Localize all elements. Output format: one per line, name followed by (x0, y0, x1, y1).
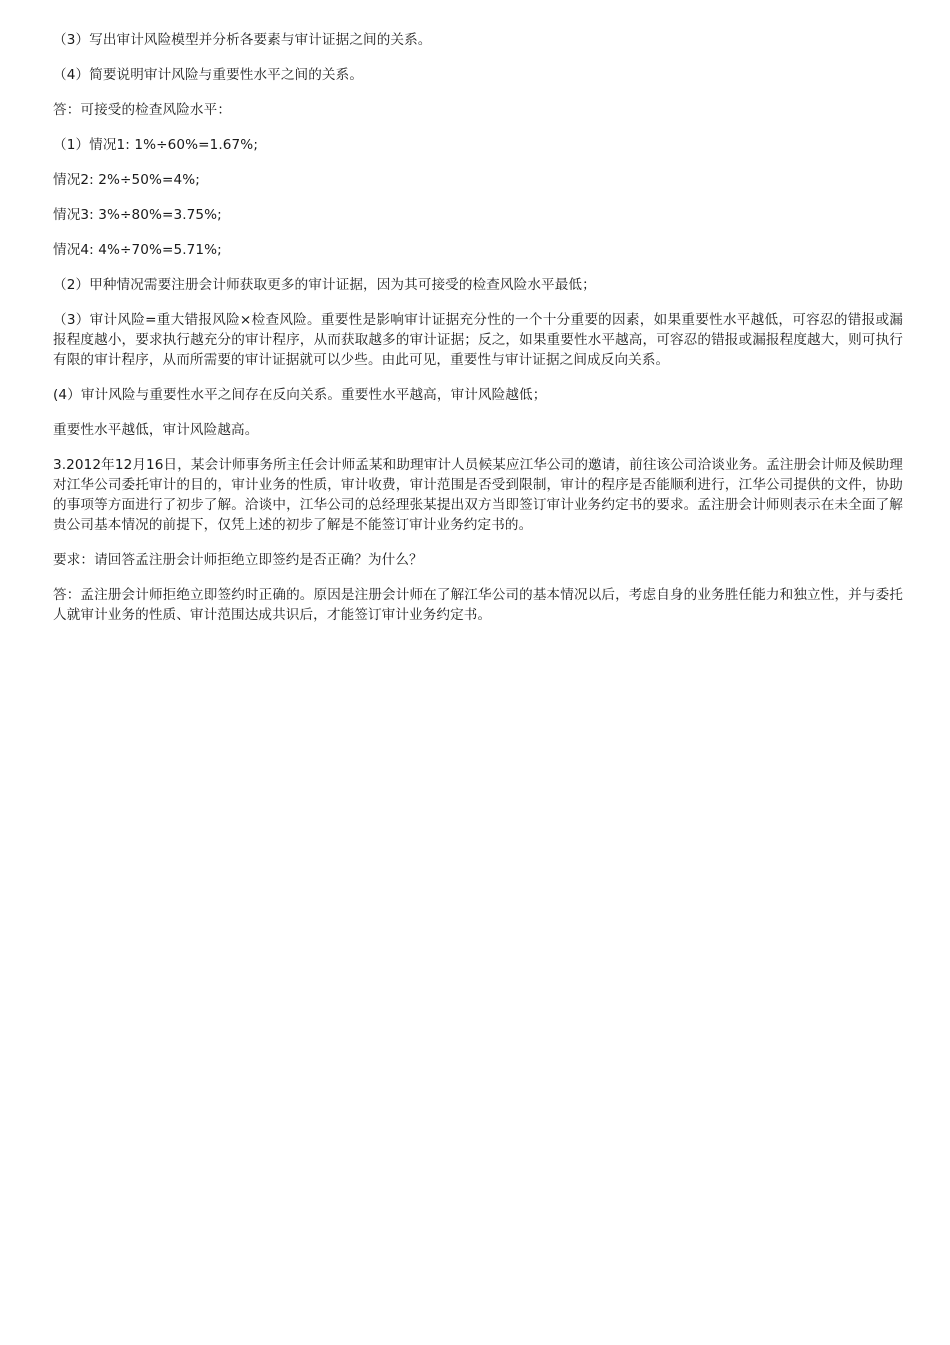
answer-case-1: （1）情况1: 1%÷60%=1.67%; (53, 137, 258, 153)
case-3-requirement: 要求：请回答孟注册会计师拒绝立即签约是否正确？为什么？ (53, 552, 423, 568)
answer-part-3: （3）审计风险=重大错报风险×检查风险。重要性是影响审计证据充分性的一个十分重要的因素，如果重要性水平越低，可容忍的错报或漏报程度越小，要求执行越充分的审计程序，从而获取越多的审计证据；反之，如果重要性水平越高，可容忍的错报或漏报程度越大，则可执行有限的审计程序，从而所需要的审计证据就可以少些。由此可见，重要性与审计证据之间成反向关系。 (53, 312, 903, 368)
question-4-text: （4）简要说明审计风险与重要性水平之间的关系。 (53, 67, 364, 83)
answer-case-2: 情况2: 2%÷50%=4%; (53, 172, 200, 188)
case-3-description: 3.2012年12月16日，某会计师事务所主任会计师孟某和助理审计人员候某应江华公司的邀请，前往该公司洽谈业务。孟注册会计师及候助理对江华公司委托审计的目的，审计业务的性质，审计收费，审计范围是否受到限制，审计的程序是否能顺利进行，江华公司提供的文件，协助的事项等方面进行了初步了解。洽谈中，江华公司的总经理张某提出双方当即签订审计业务约定书的要求。孟注册会计师则表示在未全面了解贵公司基本情况的前提下，仅凭上述的初步了解是不能签订审计业务约定书的。 (53, 457, 904, 533)
question-3-text: （3）写出审计风险模型并分析各要素与审计证据之间的关系。 (53, 32, 432, 48)
answer-case-4: 情况4: 4%÷70%=5.71%; (53, 242, 222, 258)
answer-part-4: (4）审计风险与重要性水平之间存在反向关系。重要性水平越高，审计风险越低； (53, 387, 547, 403)
document-body (53, 30, 903, 640)
answer-part-4-continued: 重要性水平越低，审计风险越高。 (53, 422, 259, 438)
answer-heading: 答：可接受的检查风险水平： (53, 102, 232, 118)
case-3-answer: 答：孟注册会计师拒绝立即签约时正确的。原因是注册会计师在了解江华公司的基本情况以后，考虑自身的业务胜任能力和独立性，并与委托人就审计业务的性质、审计范围达成共识后，才能签订审计业务约定书。 (53, 587, 903, 623)
answer-case-3: 情况3: 3%÷80%=3.75%; (53, 207, 222, 223)
answer-part-2: （2）甲种情况需要注册会计师获取更多的审计证据，因为其可接受的检查风险水平最低； (53, 277, 596, 293)
